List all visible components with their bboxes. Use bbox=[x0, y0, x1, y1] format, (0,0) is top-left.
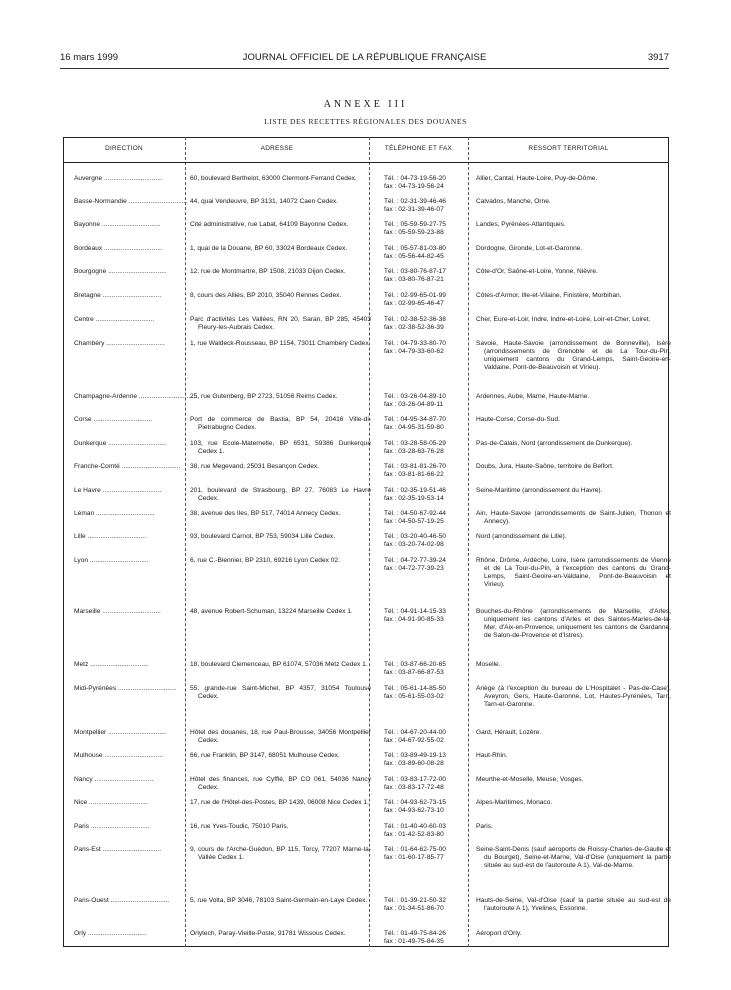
cell-address: 48, avenue Robert-Schuman, 13224 Marseille Cedex 1. bbox=[190, 608, 353, 615]
cell-phone: Tél. : 04-91-14-15-33 fax : 04-91-90-85-33 bbox=[384, 608, 446, 623]
cell-address: 38, avenue des Iles, BP 517, 74014 Annecy Cedex. bbox=[190, 510, 341, 517]
cell-phone: Tél. : 03-28-58-05-29 fax : 03-28-63-76-28 bbox=[384, 440, 446, 455]
cell-direction: Bretagne ................................ bbox=[74, 292, 162, 299]
annex-title: ANNEXE III bbox=[323, 99, 408, 110]
cell-ressort: Allier, Cantal, Haute-Loire, Puy-de-Dôme. bbox=[476, 175, 598, 182]
cell-ressort: Alpes-Maritimes, Monaco. bbox=[476, 799, 553, 806]
cell-phone: Tél. : 02-35-19-51-46 fax : 02-35-19-53-14 bbox=[384, 487, 446, 502]
cell-direction: Corse ................................ bbox=[74, 416, 153, 423]
cell-phone: Tél. : 03-20-40-46-50 fax : 03-20-74-02-98 bbox=[384, 533, 446, 548]
cell-phone: Tél. : 03-80-76-87-17 fax : 03-80-76-87-21 bbox=[384, 268, 446, 283]
cell-address: 103, rue Ecole-Maternelle, BP 6531, 59386 Dunkerque Cedex 1. bbox=[190, 440, 371, 455]
cell-phone: Tél. : 04-72-77-39-24 fax : 04-72-77-39-23 bbox=[384, 557, 446, 572]
cell-address: 44, quai Vendeuvre, BP 3131, 14072 Caen Cedex. bbox=[190, 198, 338, 205]
cell-phone: Tél. : 03-81-81-26-70 fax : 03-81-81-66-22 bbox=[384, 463, 446, 478]
header-rule bbox=[60, 68, 669, 69]
cell-ressort: Moselle. bbox=[476, 661, 501, 668]
column-divider bbox=[185, 137, 186, 947]
cell-phone: Tél. : 01-49-75-84-26 fax : 01-49-75-84-35 bbox=[384, 930, 446, 945]
header-page-number: 3917 bbox=[647, 52, 669, 63]
cell-address: Hôtel des finances, rue Cyfflé, BP CO 061, 54036 Nancy Cedex. bbox=[190, 776, 371, 791]
column-divider bbox=[468, 137, 469, 947]
cell-direction: Metz ................................ bbox=[74, 661, 149, 668]
header-date: 16 mars 1999 bbox=[60, 52, 119, 63]
cell-address: Parc d'activités Les Vallées, RN 20, Saran, BP 285, 45403 Fleury-les-Aubrais Cedex. bbox=[190, 316, 371, 331]
cell-address: 5, rue Volta, BP 3046, 78103 Saint-Germain-en-Laye Cedex. bbox=[190, 897, 368, 904]
cell-direction: Mulhouse ................................ bbox=[74, 752, 164, 759]
cell-direction: Auvergne ................................ bbox=[74, 175, 163, 182]
cell-direction: Montpellier ................................ bbox=[74, 729, 167, 736]
cell-phone: Tél. : 02-38-52-36-38 fax : 02-38-52-36-39 bbox=[384, 316, 446, 331]
cell-ressort: Ain, Haute-Savoie (arrondissements de Saint-Julien, Thonon et Annecy). bbox=[476, 510, 671, 525]
cell-ressort: Landes, Pyrénées-Atlantiques. bbox=[476, 221, 566, 228]
cell-direction: Paris-Est ................................ bbox=[74, 846, 162, 853]
cell-phone: Tél. : 01-40-40-60-03 fax : 01-42-52-83-80 bbox=[384, 823, 446, 838]
cell-ressort: Cher, Eure-et-Loir, Indre, Indre-et-Loire, Loir-et-Cher, Loiret. bbox=[476, 316, 651, 323]
cell-phone: Tél. : 05-59-59-27-75 fax : 05-59-59-23-88 bbox=[384, 221, 446, 236]
cell-ressort: Haut-Rhin. bbox=[476, 752, 508, 759]
cell-direction: Basse-Normandie ................................ bbox=[74, 198, 188, 205]
cell-address: 16, rue Yves-Toudic, 75010 Paris. bbox=[190, 823, 289, 830]
header-journal-title: JOURNAL OFFICIEL DE LA RÉPUBLIQUE FRANÇAISE bbox=[242, 52, 487, 63]
cell-address: 25, rue Gutenberg, BP 2723, 51056 Reims Cedex. bbox=[190, 393, 338, 400]
cell-address: 38, rue Megevand, 25031 Besançon Cedex. bbox=[190, 463, 320, 470]
cell-phone: Tél. : 04-79-33-80-70 fax : 04-79-33-60-62 bbox=[384, 340, 446, 355]
cell-ressort: Côte-d'Or, Saône-et-Loire, Yonne, Nièvre. bbox=[476, 268, 598, 275]
cell-ressort: Seine-Maritime (arrondissement du Havre). bbox=[476, 487, 603, 494]
cell-phone: Tél. : 03-87-66-20-65 fax : 03-87-66-87-53 bbox=[384, 661, 446, 676]
cell-address: Cité administrative, rue Labat, 64109 Bayonne Cedex. bbox=[190, 221, 349, 228]
cell-phone: Tél. : 05-57-81-03-80 fax : 05-56-44-82-45 bbox=[384, 245, 446, 260]
cell-ressort: Gard, Hérault, Lozère. bbox=[476, 729, 542, 736]
cell-direction: Bordeaux ................................ bbox=[74, 245, 163, 252]
cell-ressort: Pas-de-Calais, Nord (arrondissement de Dunkerque). bbox=[476, 440, 633, 447]
cell-ressort: Savoie, Haute-Savoie (arrondissement de Bonneville), Isère (arrondissements de Grenoble et de La Tour-du-Pin, uniquement cantons du Grand-Lemps, Saint-Geoire-en-Valdaine, Pont-de-Beauvoisin et Virieu). bbox=[476, 340, 671, 371]
cell-ressort: Nord (arrondissement de Lille). bbox=[476, 533, 567, 540]
cell-direction: Chambéry ................................ bbox=[74, 340, 165, 347]
cell-ressort: Ariège (à l'exception du bureau de L'Hospitalet - Pas-de-Case), Aveyron, Gers, Haute-Garonne, Lot, Hautes-Pyrénées, Tarn, Tarn-et-Garonne. bbox=[476, 685, 671, 708]
cell-direction: Marseille ................................ bbox=[74, 608, 161, 615]
cell-direction: Paris-Ouest ................................ bbox=[74, 897, 170, 904]
cell-address: 66, rue Franklin, BP 3147, 68051 Mulhouse Cedex. bbox=[190, 752, 340, 759]
cell-direction: Nancy ................................ bbox=[74, 776, 154, 783]
cell-ressort: Paris. bbox=[476, 823, 493, 830]
cell-address: 1, rue Waldeck-Rousseau, BP 1154, 73011 Chambéry Cedex. bbox=[190, 340, 371, 347]
cell-ressort: Rhône, Drôme, Ardèche, Loire, Isère (arrondissements de Vienne et de La Tour-du-Pin, à l'exception des cantons du Grand-Lemps, Saint-Geoire-en-Valdaine, Pont-de-Beauvoisin et Virieu). bbox=[476, 557, 671, 588]
cell-address: 1, quai de la Douane, BP 60, 33024 Bordeaux Cedex. bbox=[190, 245, 348, 252]
cell-phone: Tél. : 04-95-34-87-70 fax : 04-95-31-59-80 bbox=[384, 416, 446, 431]
cell-direction: Bayonne ................................ bbox=[74, 221, 161, 228]
column-header-adresse: ADRESSE bbox=[260, 145, 294, 152]
cell-address: 60, boulevard Berthelot, 63000 Clermont-Ferrand Cedex. bbox=[190, 175, 357, 182]
cell-direction: Champagne-Ardenne ................................ bbox=[74, 393, 198, 400]
cell-address: 12, rue de Montmartre, BP 1508, 21033 Dijon Cedex. bbox=[190, 268, 346, 275]
cell-phone: Tél. : 04-73-19-56-20 fax : 04-73-19-56-24 bbox=[384, 175, 446, 190]
cell-address: 6, rue C.-Biennier, BP 2310, 69216 Lyon Cedex 02. bbox=[190, 557, 340, 564]
cell-phone: Tél. : 04-67-20-44-00 fax : 04-67-92-55-02 bbox=[384, 729, 446, 744]
cell-address: Hôtel des douanes, 18, rue Paul-Brousse, 34056 Montpellier Cedex. bbox=[190, 729, 371, 744]
cell-address: 9, cours de l'Arche-Guédon, BP 115, Torcy, 77207 Marne-la-Vallée Cedex 1. bbox=[190, 846, 371, 861]
cell-address: 8, cours des Alliés, BP 2010, 35040 Rennes Cedex. bbox=[190, 292, 342, 299]
cell-phone: Tél. : 03-83-17-72-00 fax : 03-83-17-72-48 bbox=[384, 776, 446, 791]
cell-ressort: Ardennes, Aube, Marne, Haute-Marne. bbox=[476, 393, 590, 400]
cell-address: 55, grande-rue Saint-Michel, BP 4357, 31054 Toulouse Cedex. bbox=[190, 685, 371, 700]
cell-ressort: Dordogne, Gironde, Lot-et-Garonne. bbox=[476, 245, 583, 252]
cell-ressort: Meurthe-et-Moselle, Meuse, Vosges. bbox=[476, 776, 584, 783]
cell-direction: Le Havre ................................ bbox=[74, 487, 162, 494]
cell-phone: Tél. : 04-93-62-73-15 fax : 04-93-62-73-10 bbox=[384, 799, 446, 814]
cell-phone: Tél. : 01-39-21-50-32 fax : 01-34-51-86-70 bbox=[384, 897, 446, 912]
cell-address: Port de commerce de Bastia, BP 54, 20416 Ville-di-Pietrabugno Cedex. bbox=[190, 416, 371, 431]
cell-ressort: Doubs, Jura, Haute-Saône, territoire de Belfort. bbox=[476, 463, 614, 470]
cell-direction: Lille ................................ bbox=[74, 533, 147, 540]
cell-direction: Léman ................................ bbox=[74, 510, 155, 517]
cell-address: 18, boulevard Clemenceau, BP 61074, 57036 Metz Cedex 1. bbox=[190, 661, 368, 668]
page-header bbox=[60, 52, 669, 64]
cell-ressort: Seine-Saint-Denis (sauf aéroports de Roissy-Charles-de-Gaulle et du Bourget), Seine-et-Marne, Val-d'Oise (uniquement la partie située au sud-est de l'autoroute A 1), Val-de-Marne. bbox=[476, 846, 671, 869]
cell-direction: Midi-Pyrénées ................................ bbox=[74, 685, 177, 692]
cell-direction: Bourgogne ................................ bbox=[74, 268, 167, 275]
cell-phone: Tél. : 04-50-67-92-44 fax : 04-50-57-19-25 bbox=[384, 510, 446, 525]
column-header-ressort: RESSORT TERRITORIAL bbox=[528, 145, 609, 152]
cell-direction: Paris ................................ bbox=[74, 823, 150, 830]
cell-address: 93, boulevard Carnot, BP 753, 59034 Lille Cedex. bbox=[190, 533, 336, 540]
annex-subtitle: LISTE DES RECETTES RÉGIONALES DES DOUANES bbox=[264, 117, 467, 126]
cell-phone: Tél. : 01-64-62-75-00 fax : 01-60-17-85-77 bbox=[384, 846, 446, 861]
cell-phone: Tél. : 02-99-65-01-99 fax : 02-99-65-46-47 bbox=[384, 292, 446, 307]
cell-direction: Orly ................................ bbox=[74, 930, 147, 937]
cell-direction: Centre ................................ bbox=[74, 316, 155, 323]
cell-direction: Franche-Comté ................................ bbox=[74, 463, 181, 470]
cell-phone: Tél. : 05-61-14-85-50 fax : 05-61-55-03-02 bbox=[384, 685, 446, 700]
cell-ressort: Calvados, Manche, Orne. bbox=[476, 198, 551, 205]
column-header-telephone: TÉLÉPHONE ET FAX bbox=[384, 145, 453, 152]
cell-phone: Tél. : 02-31-39-46-46 fax : 02-31-39-46-07 bbox=[384, 198, 446, 213]
cell-ressort: Aéroport d'Orly. bbox=[476, 930, 522, 937]
cell-ressort: Côtes-d'Armor, Ille-et-Vilaine, Finistère, Morbihan. bbox=[476, 292, 622, 299]
cell-direction: Lyon ................................ bbox=[74, 557, 149, 564]
table-header-rule bbox=[63, 162, 669, 163]
column-header-direction: DIRECTION bbox=[105, 145, 143, 152]
cell-phone: Tél. : 03-26-04-89-10 fax : 03-26-04-89-11 bbox=[384, 393, 446, 408]
cell-address: 201, boulevard de Strasbourg, BP 27, 76083 Le Havre Cedex. bbox=[190, 487, 371, 502]
cell-direction: Nice ................................ bbox=[74, 799, 148, 806]
cell-ressort: Haute-Corse, Corse-du-Sud. bbox=[476, 416, 560, 423]
cell-ressort: Bouches-du-Rhône (arrondissements de Marseille, d'Arles, uniquement les cantons d'Arles et des Saintes-Maries-de-la-Mer, d'Aix-en-Provence, uniquement les cantons de Gardanne, de Salon-de-Provence et d'Istres). bbox=[476, 608, 671, 639]
cell-ressort: Hauts-de-Seine, Val-d'Oise (sauf la partie située au sud-est de l'autoroute A 1), Yvelines, Essonne. bbox=[476, 897, 671, 912]
cell-address: Orlytech, Paray-Vieille-Poste, 91781 Wissous Cedex. bbox=[190, 930, 346, 937]
cell-phone: Tél. : 03-89-49-19-13 fax : 03-89-60-08-28 bbox=[384, 752, 446, 767]
cell-direction: Dunkerque ................................ bbox=[74, 440, 167, 447]
cell-address: 17, rue de l'Hôtel-des-Postes, BP 1439, 06008 Nice Cedex 1. bbox=[190, 799, 369, 806]
